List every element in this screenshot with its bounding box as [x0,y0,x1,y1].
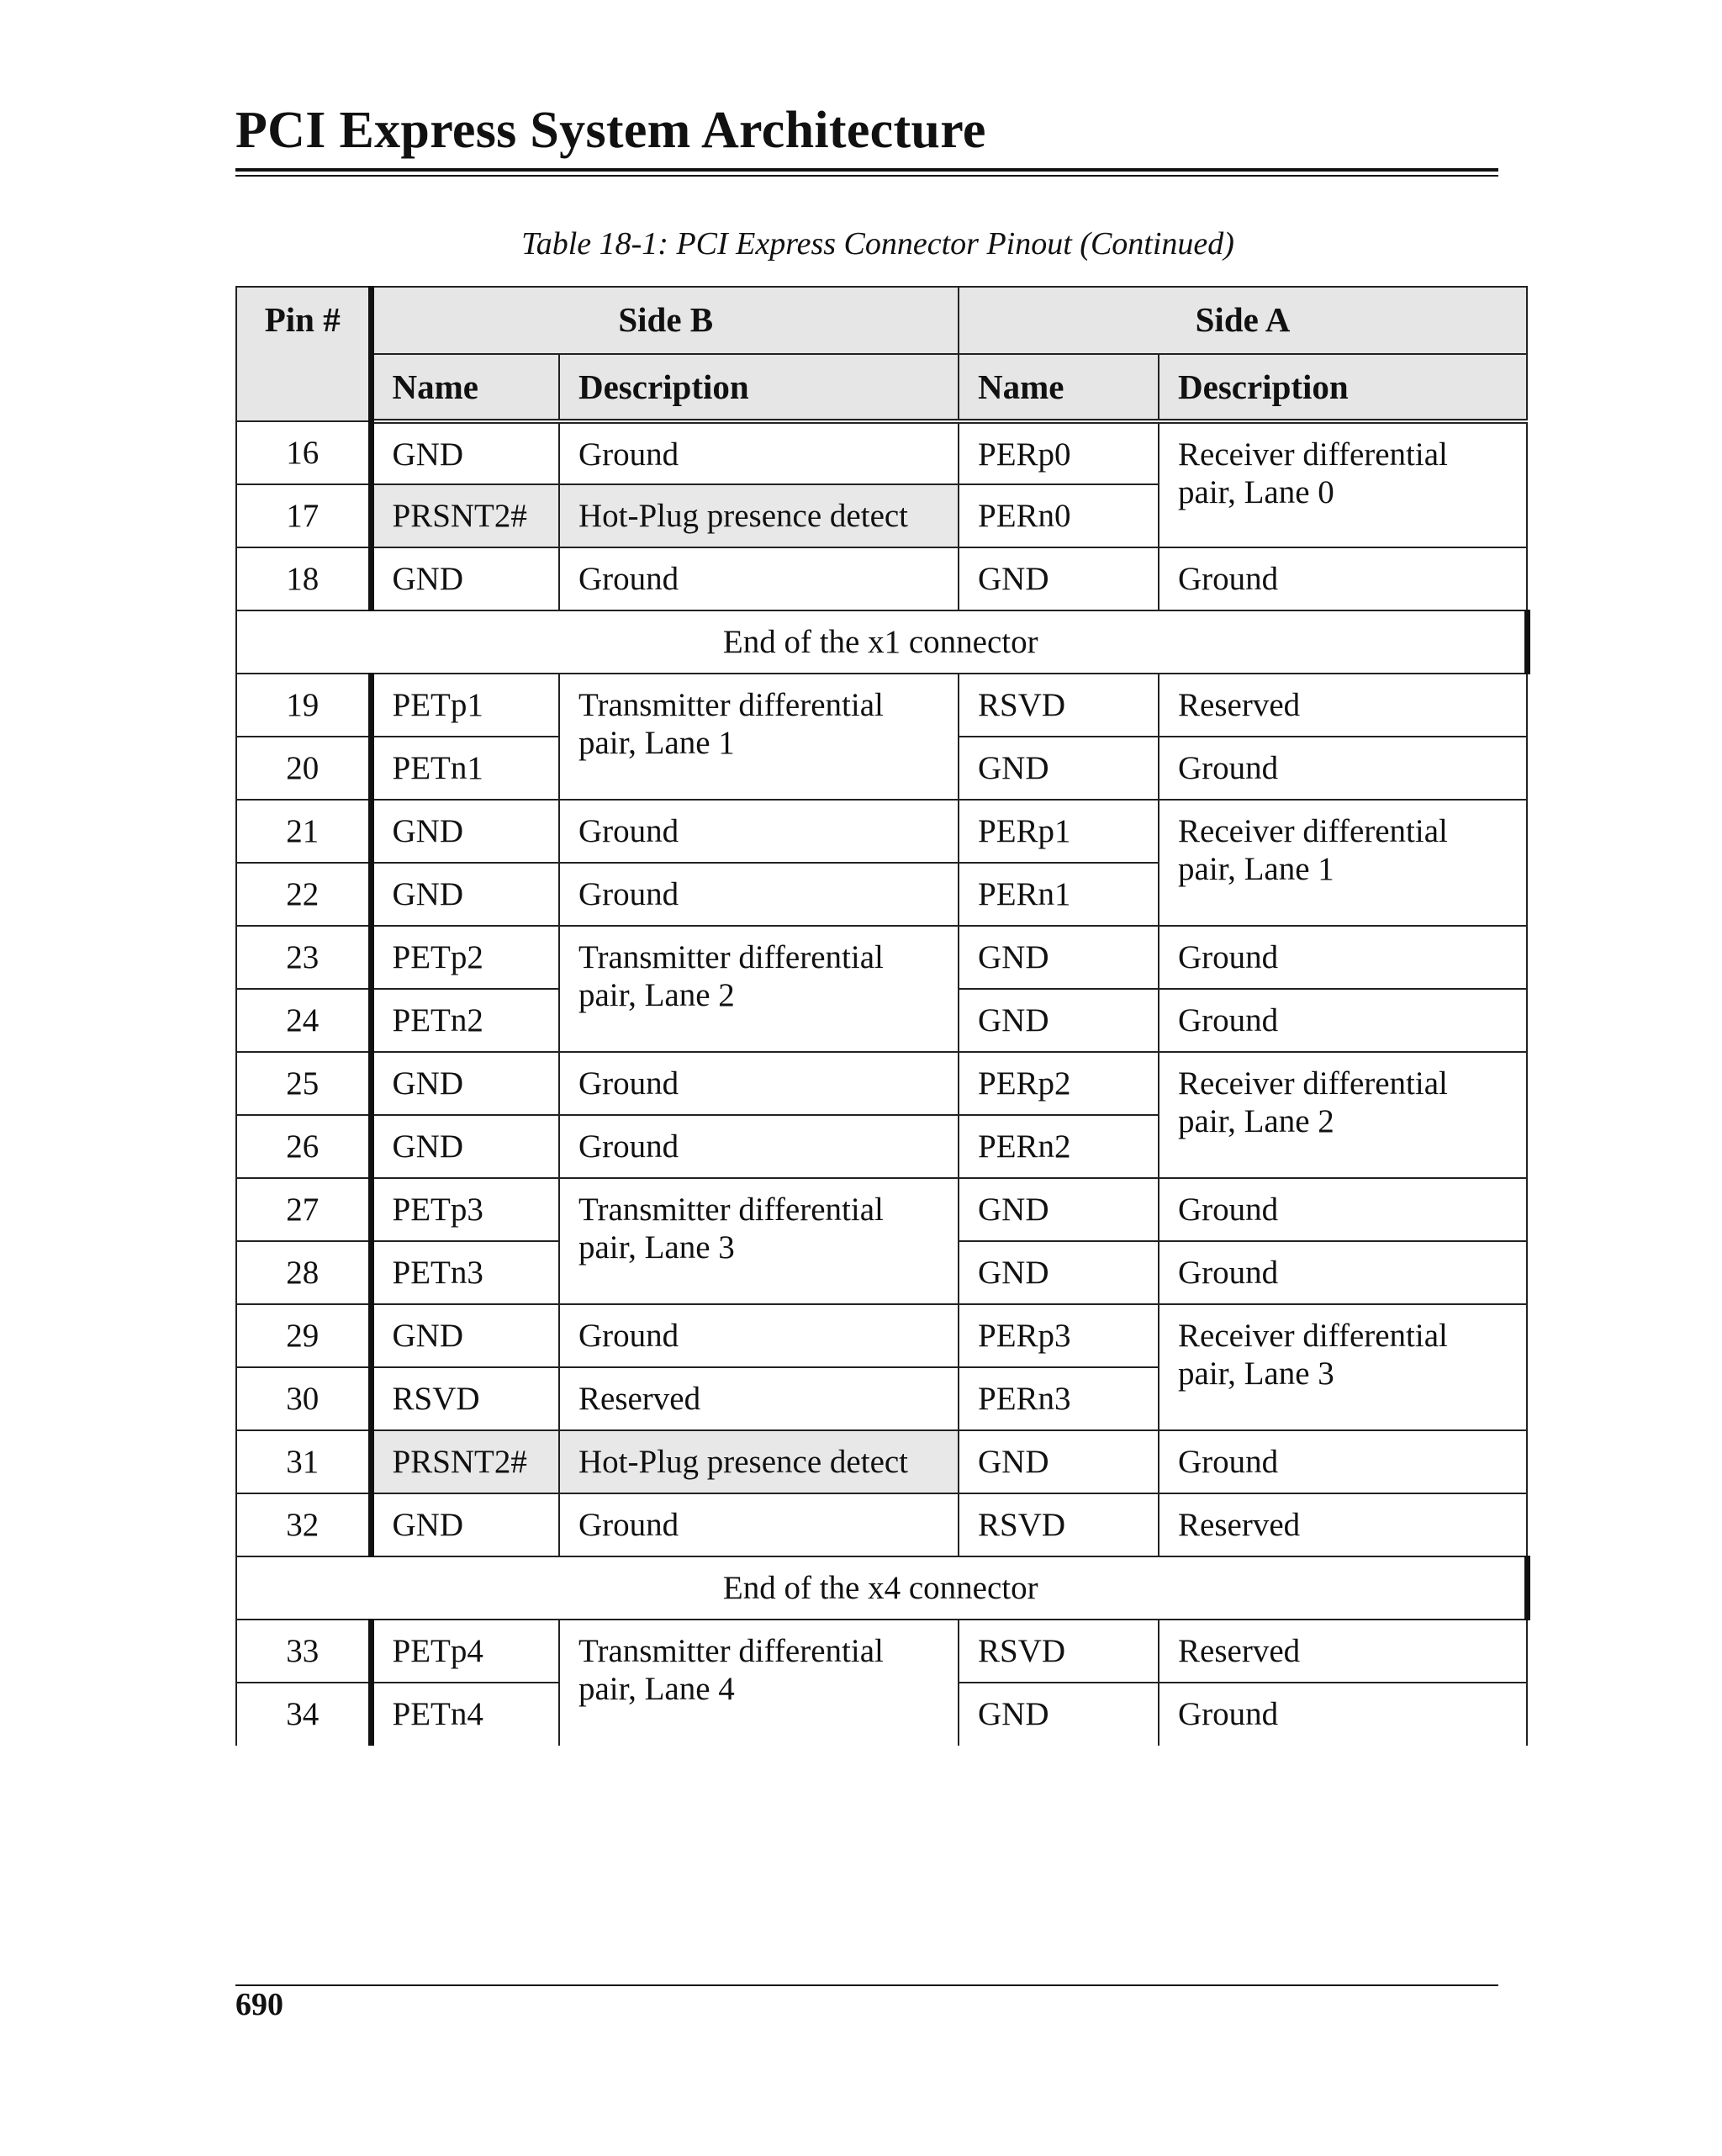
side-a-description: Ground [1159,926,1527,989]
side-b-name: GND [371,1493,559,1556]
table-row [236,1178,1527,1241]
side-a-name: PERp3 [959,1304,1159,1367]
side-a-name: GND [959,989,1159,1052]
table-row [236,421,1527,484]
side-a-name: GND [959,737,1159,800]
side-a-description: Reserved [1159,1493,1527,1556]
pin-number: 23 [236,926,371,989]
side-b-description: Ground [559,1115,959,1178]
table-caption: Table 18-1: PCI Express Connector Pinout (Continued) [521,226,1234,262]
side-b-description: Ground [559,863,959,926]
side-b-description: Hot-Plug presence detect [559,1430,959,1493]
pin-number: 30 [236,1367,371,1430]
pinout-table [235,286,1530,1746]
side-b-name: PETp3 [371,1178,559,1241]
connector-end-row [236,610,1527,674]
connector-end-label: End of the x1 connector [236,610,1527,674]
header-side-a-name: Name [959,354,1159,421]
side-b-name: PRSNT2# [371,484,559,547]
side-b-name: PETn2 [371,989,559,1052]
connector-end-row [236,1556,1527,1620]
side-a-name: GND [959,547,1159,610]
header-rule-thin [235,175,1498,177]
side-a-description: Ground [1159,989,1527,1052]
side-a-description: Receiver differential pair, Lane 0 [1159,421,1527,547]
pin-number: 19 [236,674,371,737]
side-a-name: PERp0 [959,421,1159,484]
side-a-description: Ground [1159,737,1527,800]
pin-number: 24 [236,989,371,1052]
side-a-name: GND [959,1683,1159,1746]
side-a-name: GND [959,1178,1159,1241]
page-header: PCI Express System Architecture [235,102,986,159]
side-b-description: Transmitter differential pair, Lane 4 [559,1620,959,1746]
header-rule [235,168,1498,172]
side-a-name: PERn3 [959,1367,1159,1430]
header-side-b-name: Name [371,354,559,421]
side-a-name: GND [959,1241,1159,1304]
side-b-name: GND [371,1304,559,1367]
side-a-description: Receiver differential pair, Lane 1 [1159,800,1527,926]
side-b-name: GND [371,1115,559,1178]
table-row [236,1620,1527,1683]
side-a-name: GND [959,1430,1159,1493]
page-number: 690 [235,1987,283,2022]
side-b-name: GND [371,1052,559,1115]
side-a-name: PERp2 [959,1052,1159,1115]
pin-number: 17 [236,484,371,547]
side-b-description: Ground [559,1304,959,1367]
side-b-description: Ground [559,547,959,610]
side-b-description: Ground [559,800,959,863]
table-row [236,800,1527,863]
side-a-description: Ground [1159,1241,1527,1304]
pin-number: 25 [236,1052,371,1115]
side-a-description: Reserved [1159,674,1527,737]
header-pin: Pin # [236,287,371,421]
pin-number: 18 [236,547,371,610]
side-b-name: PETn4 [371,1683,559,1746]
side-b-name: PETp2 [371,926,559,989]
pin-number: 34 [236,1683,371,1746]
pin-number: 29 [236,1304,371,1367]
pin-number: 32 [236,1493,371,1556]
side-b-description: Ground [559,421,959,484]
header-side-a: Side A [959,287,1527,354]
pin-number: 33 [236,1620,371,1683]
side-b-description: Hot-Plug presence detect [559,484,959,547]
table-row [236,926,1527,989]
side-b-description: Transmitter differential pair, Lane 1 [559,674,959,800]
side-b-name: GND [371,421,559,484]
pin-number: 20 [236,737,371,800]
side-a-description: Ground [1159,547,1527,610]
pin-number: 28 [236,1241,371,1304]
side-b-description: Ground [559,1493,959,1556]
side-a-description: Ground [1159,1430,1527,1493]
side-a-description: Ground [1159,1178,1527,1241]
header-side-b: Side B [371,287,959,354]
pin-number: 31 [236,1430,371,1493]
side-a-name: RSVD [959,1493,1159,1556]
side-a-name: PERn0 [959,484,1159,547]
side-a-description: Ground [1159,1683,1527,1746]
side-b-name: GND [371,863,559,926]
side-a-name: PERn1 [959,863,1159,926]
side-a-description: Receiver differential pair, Lane 3 [1159,1304,1527,1430]
pin-number: 26 [236,1115,371,1178]
side-b-name: GND [371,800,559,863]
table-row [236,1493,1527,1556]
table-row [236,547,1527,610]
table-row [236,1304,1527,1367]
side-b-name: PRSNT2# [371,1430,559,1493]
connector-end-label: End of the x4 connector [236,1556,1527,1620]
side-a-name: RSVD [959,1620,1159,1683]
side-b-name: GND [371,547,559,610]
side-b-description: Ground [559,1052,959,1115]
side-a-description: Reserved [1159,1620,1527,1683]
side-a-name: PERn2 [959,1115,1159,1178]
pin-number: 22 [236,863,371,926]
side-b-name: PETp1 [371,674,559,737]
side-a-name: RSVD [959,674,1159,737]
side-b-description: Transmitter differential pair, Lane 3 [559,1178,959,1304]
table-row [236,674,1527,737]
table-row [236,1430,1527,1493]
side-b-description: Transmitter differential pair, Lane 2 [559,926,959,1052]
table-row [236,1052,1527,1115]
pin-number: 16 [236,421,371,484]
side-b-name: PETn3 [371,1241,559,1304]
pin-number: 21 [236,800,371,863]
side-b-name: PETp4 [371,1620,559,1683]
side-b-name: PETn1 [371,737,559,800]
side-a-description: Receiver differential pair, Lane 2 [1159,1052,1527,1178]
side-b-description: Reserved [559,1367,959,1430]
header-side-b-description: Description [559,354,959,421]
footer-rule [235,1984,1498,1986]
side-a-name: GND [959,926,1159,989]
side-b-name: RSVD [371,1367,559,1430]
side-a-name: PERp1 [959,800,1159,863]
header-side-a-description: Description [1159,354,1527,421]
pin-number: 27 [236,1178,371,1241]
